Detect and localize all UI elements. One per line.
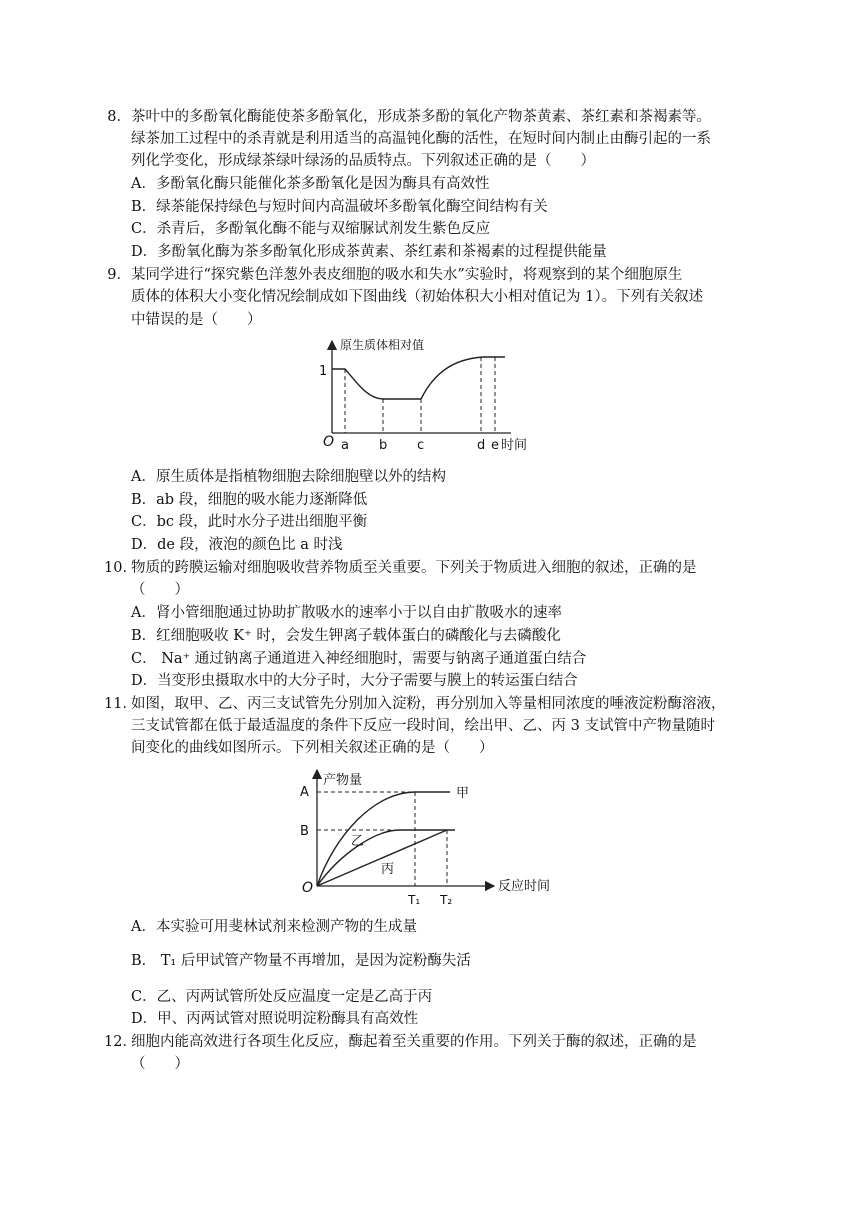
question-12-number: 12．	[104, 1034, 137, 1050]
figure-protoplast-volume	[315, 335, 555, 463]
question-10-option-b: B．红细胞吸收 K⁺ 时，会发生钾离子载体蛋白的磷酸化与去磷酸化	[131, 628, 561, 644]
label-bing: 丙	[381, 862, 395, 877]
question-11-option-a: A．本实验可用斐林试剂来检测产物的生成量	[131, 919, 417, 935]
question-11-line-2: 三支试管都在低于最适温度的条件下反应一段时间，绘出甲、乙、丙 3 支试管中产物量随时	[131, 718, 715, 734]
question-12-line-2: （ ）	[131, 1056, 189, 1072]
question-9-option-b: B．ab 段，细胞的吸水能力逐渐降低	[131, 492, 368, 508]
question-10-option-a: A．肾小管细胞通过协助扩散吸水的速率小于以自由扩散吸水的速率	[131, 605, 562, 621]
question-11-option-d: D．甲、丙两试管对照说明淀粉酶具有高效性	[131, 1011, 419, 1027]
guide-lines	[345, 357, 495, 433]
question-8-option-a: A．多酚氧化酶只能催化茶多酚氧化是因为酶具有高效性	[131, 176, 490, 192]
question-9-option-c: C．bc 段，此时水分子进出细胞平衡	[131, 514, 368, 530]
question-9-line-1: 9．某同学进行“探究紫色洋葱外表皮细胞的吸水和失水”实验时，将观察到的某个细胞原生	[104, 264, 682, 286]
x-tick-a: a	[341, 438, 349, 453]
question-9-option-d: D．de 段，液泡的颜色比 a 时浅	[131, 537, 343, 553]
y-axis-label: 原生质体相对值	[340, 338, 425, 352]
x-tick-b: b	[379, 438, 388, 453]
question-8-line-1: 8．茶叶中的多酚氧化酶能使茶多酚氧化，形成茶多酚的氧化产物茶黄素、茶红素和茶褐素等。	[104, 106, 711, 128]
question-9-line-3: 中错误的是（ ）	[131, 312, 262, 328]
x-tick-t2: T₂	[440, 893, 453, 907]
question-8-line-2: 绿茶加工过程中的杀青就是利用适当的高温钝化酶的活性，在短时间内制止由酶引起的一系	[131, 131, 711, 147]
question-12-line-1: 12．细胞内能高效进行各项生化反应，酶起着至关重要的作用。下列关于酶的叙述，正确的是	[104, 1031, 697, 1053]
question-8-number: 8．	[107, 109, 131, 125]
question-10-line-2: （ ）	[131, 582, 189, 598]
figure-product-amount	[290, 764, 565, 918]
question-10-option-d: D．当变形虫摄取水中的大分子时，大分子需要与膜上的转运蛋白结合	[131, 673, 578, 689]
protoplast-curve	[332, 357, 505, 399]
x-tick-c: c	[417, 438, 425, 453]
question-8-option-b: B．绿茶能保持绿色与短时间内高温破坏多酚氧化酶空间结构有关	[131, 199, 548, 215]
question-8-option-c: C．杀青后，多酚氧化酶不能与双缩脲试剂发生紫色反应	[131, 221, 491, 237]
question-9-line-2: 质体的体积大小变化情况绘制成如下图曲线（初始体积大小相对值记为 1）。下列有关叙述	[131, 289, 704, 305]
y-tick-1: 1	[319, 364, 328, 379]
x-axis-label: 反应时间	[498, 879, 551, 894]
origin-label: O	[323, 434, 335, 450]
x-axis-label: 时间	[501, 438, 528, 453]
x-tick-t1: T₁	[408, 893, 421, 907]
origin-label: O	[302, 880, 314, 896]
y-tick-b: B	[300, 824, 309, 839]
y-axis-label: 产物量	[323, 773, 363, 788]
question-10-option-c: C． Na⁺ 通过钠离子通道进入神经细胞时，需要与钠离子通道蛋白结合	[131, 651, 587, 667]
label-yi: 乙	[351, 834, 365, 849]
x-tick-e: e	[491, 438, 499, 453]
y-tick-a: A	[300, 785, 309, 800]
question-9-option-a: A．原生质体是指植物细胞去除细胞壁以外的结构	[131, 469, 446, 485]
question-9-number: 9．	[107, 267, 131, 283]
question-11-option-b: B． T₁ 后甲试管产物量不再增加，是因为淀粉酶失活	[131, 953, 471, 969]
label-jia: 甲	[456, 786, 470, 801]
question-11-line-1: 11．如图，取甲、乙、丙三支试管先分别加入淀粉，再分别加入等量相同浓度的唾液淀粉酶溶液，	[104, 693, 726, 715]
question-10-number: 10．	[104, 560, 137, 576]
question-8-line-3: 列化学变化，形成绿茶绿叶绿汤的品质特点。下列叙述正确的是（ ）	[131, 153, 595, 169]
question-10-line-1: 10．物质的跨膜运输对细胞吸收营养物质至关重要。下列关于物质进入细胞的叙述，正确的是	[104, 557, 697, 579]
question-11-option-c: C．乙、丙两试管所处反应温度一定是乙高于丙	[131, 989, 433, 1005]
question-11-number: 11．	[104, 696, 137, 712]
question-8-option-d: D．多酚氧化酶为茶多酚氧化形成茶黄素、茶红素和茶褐素的过程提供能量	[131, 244, 607, 260]
x-tick-d: d	[477, 438, 486, 453]
question-11-line-3: 间变化的曲线如图所示。下列相关叙述正确的是（ ）	[131, 740, 494, 756]
curve-bing	[317, 830, 447, 886]
